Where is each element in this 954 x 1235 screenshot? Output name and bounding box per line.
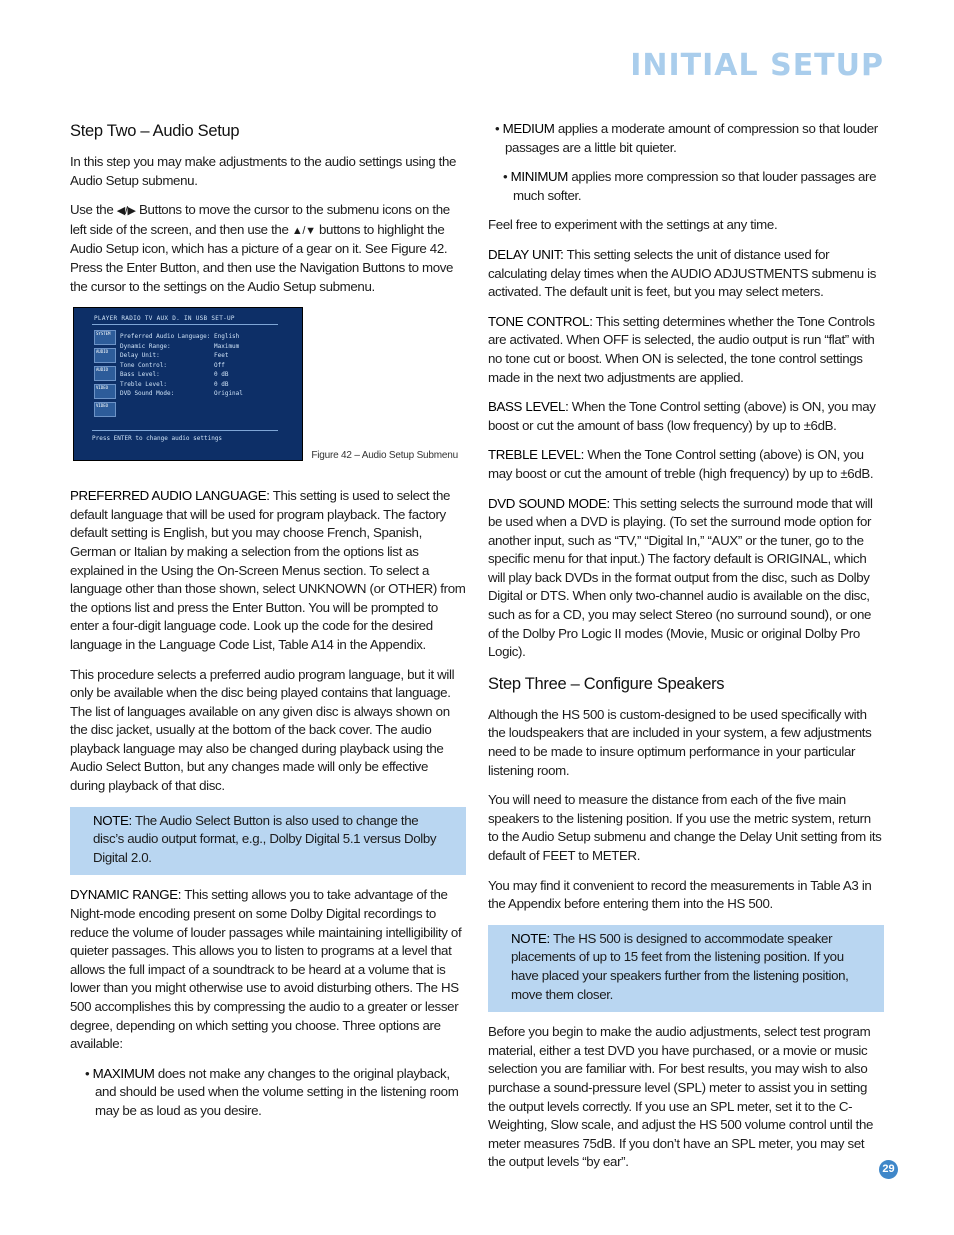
- screen-value: 0 dB: [214, 371, 229, 379]
- term-text: When the Tone Control setting (above) is ON, you may boost or cut the amount of bass (low frequency) by up to ±6dB.: [488, 399, 876, 433]
- dynamic-range-paragraph: [70, 886, 466, 1053]
- term-label: DYNAMIC RANGE:: [70, 887, 182, 903]
- screen-value: Off: [214, 361, 225, 369]
- term-label: MINIMUM: [510, 169, 569, 185]
- screen-row: Preferred Audio Language:: [120, 333, 211, 341]
- intro-paragraph: In this step you may make adjustments to the audio settings using the Audio Setup submenu.: [70, 154, 457, 188]
- speakers-paragraph-4: Before you begin to make the audio adjustments, select test program material, either a test DVD you have purchased, or a movie or music selection you are familiar with. For best results, you may wish to also purchase a sound-pressure level (SPL) meter to assist you in setting the output levels correctly. If you use an SPL meter, set it to the C-Weighting, Slow scale, and adjust the HS 500 volume control until the meter measures 75dB. If you don’t have an SPL meter, you may set the output levels “by ear”.: [488, 1024, 874, 1170]
- figure-42: [70, 307, 466, 475]
- term-text: This setting selects the surround mode that will be used when a DVD is playing. (To set the surround mode option for another input, such as “TV,” “Digital In,” “AUX” or the tuner, go to the specific menu for that input.) The factory default is ORIGINAL, which will play back DVDs in the format output from the disc, such as Dolby Digital or DTS. When only two-channel audio is available on the disc, such as for a CD, you may select Stereo (no surround sound), or one of the Dolby Pro Logic II modes (Movie, Music or original Dolby Pro Logic).: [488, 495, 873, 660]
- section-heading-audio-setup: Step Two – Audio Setup: [70, 122, 240, 140]
- term-text: applies more compression so that louder passages are much softer.: [513, 169, 877, 203]
- tone-control-paragraph: [488, 313, 884, 387]
- dvd-sound-mode-paragraph: [488, 495, 884, 662]
- procedure-paragraph: This procedure selects a preferred audio program language, but it will only be available when the disc being played contains that language. The list of languages available on any given disc is always shown on the disc jacket, usually at the bottom of the back cover. The audio playback language may also be changed during playback using the Audio Select Button, but any changes made will only be effective during playback of that disc.: [70, 666, 455, 794]
- term-label: DELAY UNIT:: [488, 246, 564, 262]
- note-paragraph: [511, 930, 862, 1004]
- video-settings-icon: VIDEO: [94, 402, 116, 417]
- term-label: MAXIMUM: [92, 1065, 155, 1081]
- term-label: MEDIUM: [502, 121, 555, 136]
- system-icon: SYSTEM: [94, 330, 116, 345]
- term-text: This setting selects the unit of distance used for calculating delay times when the AUDIO ADJUSTMENTS submenu is activated. The default unit is feet, but you may select meters.: [488, 246, 877, 300]
- nav-text-1: Use the: [70, 202, 114, 218]
- left-right-arrows-icon: ◀/▶: [116, 205, 136, 218]
- audio-setup-screen-image: [73, 307, 303, 461]
- screen-row: Treble Level:: [120, 380, 167, 388]
- navigation-paragraph: [70, 201, 466, 296]
- speakers-paragraph-1: Although the HS 500 is custom-designed to be used specifically with the loudspeakers that are included in your system, a few adjustments need to be made to insure optimum performance in your particular listening room.: [488, 706, 872, 778]
- speaker-icon: AUDIO: [94, 366, 116, 381]
- bass-level-paragraph: [488, 398, 884, 435]
- screen-row: Bass Level:: [120, 371, 160, 379]
- treble-level-paragraph: [488, 446, 884, 483]
- screen-value: Maximum: [214, 342, 240, 350]
- term-text: This setting allows you to take advantage of the Night-mode encoding present on some Dolby Digital recordings to reduce the volume of louder passages while maintaining intelligibility of quieter passages. This allows you to listen to programs at a level that allows the full impact of a soundtrack to be heard at a volume that is lower than you might otherwise use to avoid disturbing others. The HS 500 accomplishes this by compressing the audio to a greater or lesser degree, depending on which setting you choose. Three options are available:: [70, 887, 462, 1052]
- screen-row: Dynamic Range:: [120, 342, 171, 350]
- screen-row: Delay Unit:: [120, 352, 160, 360]
- bullet-maximum: • MAXIMUM does not make any changes to the original playback, and should be used when the volume setting in the listening room may be as loud as you desire.: [85, 1065, 459, 1118]
- figure-caption: Figure 42 – Audio Setup Submenu: [311, 450, 458, 462]
- screen-setting-names: [120, 332, 210, 399]
- nav-text-3: buttons to highlight the Audio Setup icon, which has a picture of a gear on it. See Figure 42. Press the Enter Button, and then use the Navigation Buttons to move the cursor to the settings on the Audio Setup submenu.: [70, 221, 454, 294]
- note-box: [488, 925, 884, 1012]
- note-text: The HS 500 is designed to accommodate speaker placements of up to 15 feet from the listening position. If you have placed your speakers further from the listening position, move them closer.: [511, 930, 849, 1002]
- note-text: The Audio Select Button is also used to change the disc’s audio output format, e.g., Dolby Digital 5.1 versus Dolby Digital 2.0.: [93, 812, 437, 865]
- gear-icon: AUDIO: [94, 348, 116, 363]
- note-label: NOTE:: [93, 812, 132, 828]
- term-label: TREBLE LEVEL:: [488, 447, 584, 463]
- term-label: TONE CONTROL:: [488, 313, 593, 329]
- term-label: BASS LEVEL:: [488, 399, 569, 415]
- page-title: INITIAL SETUP: [630, 48, 884, 83]
- experiment-paragraph: Feel free to experiment with the settings at any time.: [488, 217, 778, 233]
- bullet-medium: • MEDIUM applies a moderate amount of compression so that louder passages are a little bit quieter.: [495, 121, 878, 155]
- screen-tabs: PLAYER RADIO TV AUX D. IN USB SET-UP: [94, 315, 235, 323]
- screen-value: English: [214, 333, 240, 341]
- screen-footer-divider: [92, 430, 278, 431]
- bullet-minimum: • MINIMUM applies more compression so that louder passages are much softer.: [503, 169, 877, 203]
- screen-setting-values: [214, 332, 243, 399]
- delay-unit-paragraph: [488, 246, 884, 302]
- note-box: [70, 807, 466, 876]
- preferred-audio-language-paragraph: [70, 487, 466, 654]
- speakers-paragraph-3: You may find it convenient to record the measurements in Table A3 in the Appendix before entering them into the HS 500.: [488, 877, 872, 912]
- page-number: 29: [879, 1160, 898, 1179]
- term-label: DVD SOUND MODE:: [488, 495, 610, 511]
- note-paragraph: [93, 812, 444, 868]
- screen-row: Tone Control:: [120, 361, 167, 369]
- note-label: NOTE:: [511, 930, 550, 946]
- screen-value: 0 dB: [214, 380, 229, 388]
- nav-text-2: Buttons to move the cursor to the submenu icons on the left side of the screen, and then use the: [70, 202, 450, 237]
- term-text: This setting is used to select the default language that will be used for program playback. The factory default setting is English, but you may choose French, Spanish, German or Italian by making a selection from the options list as explained in the Using the On-Screen Menus section. To select a language other than those shown, select UNKNOWN (or OTHER) from the options list and press the Enter Button. You will be prompted to enter a four-digit language code. Look up the code for the desired language in the Language Code List, Table A14 in the Appendix.: [70, 488, 466, 652]
- up-down-arrows-icon: ▲/▼: [291, 224, 316, 237]
- video-icon: VIDEO: [94, 384, 116, 399]
- screen-value: Original: [214, 390, 243, 398]
- right-column: [488, 120, 884, 1183]
- term-text: This setting determines whether the Tone Controls are activated. When OFF is selected, the audio output is run “flat” with no tone cut or boost. When ON is selected, the tone control settings made in the next two adjustments are applied.: [488, 313, 875, 385]
- term-text: applies a moderate amount of compression so that louder passages are a little bit quieter.: [505, 121, 878, 155]
- screen-value: Feet: [214, 352, 229, 360]
- term-text: does not make any changes to the original playback, and should be used when the volume setting in the listening room may be as loud as you desire.: [95, 1065, 459, 1118]
- left-column: [70, 120, 466, 1132]
- term-label: PREFERRED AUDIO LANGUAGE:: [70, 488, 270, 504]
- screen-row: DVD Sound Mode:: [120, 390, 175, 398]
- term-text: When the Tone Control setting (above) is ON, you may boost or cut the amount of treble (high frequency) by up to ±6dB.: [488, 447, 874, 481]
- section-heading-configure-speakers: Step Three – Configure Speakers: [488, 674, 725, 693]
- screen-divider: [92, 324, 278, 325]
- screen-footer: Press ENTER to change audio settings: [92, 435, 223, 443]
- speakers-paragraph-2: You will need to measure the distance from each of the five main speakers to the listening position. If you use the metric system, return to the Audio Setup submenu and change the Delay Unit setting from its default of FEET to METER.: [488, 792, 882, 863]
